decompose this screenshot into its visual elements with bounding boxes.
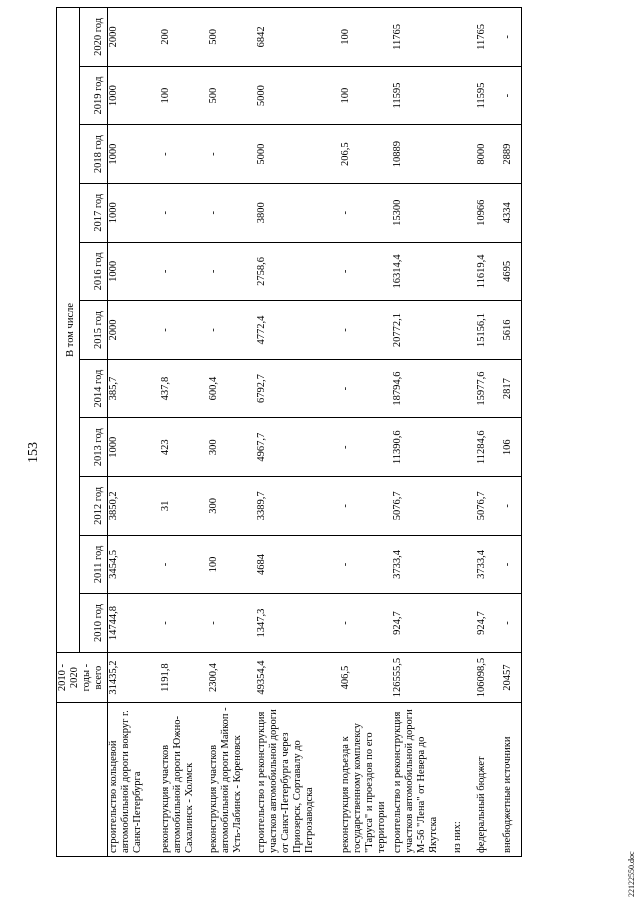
row-year-value: 300 xyxy=(208,418,256,477)
header-year: 2011 год xyxy=(79,535,107,594)
row-year-value: - xyxy=(208,183,256,242)
row-year-value: 1347,3 xyxy=(256,594,340,653)
row-year-value xyxy=(452,418,476,477)
row-year-value: - xyxy=(208,242,256,301)
row-name: из них: xyxy=(452,703,476,857)
row-name: реконструкция участков автомобильной дороги Майкоп - Усть-Лабинск - Кореновск xyxy=(208,703,256,857)
row-year-value: 10889 xyxy=(392,125,452,184)
header-year: 2016 год xyxy=(79,242,107,301)
row-year-value: 1000 xyxy=(108,66,160,125)
row-year-value xyxy=(452,242,476,301)
table-row xyxy=(160,8,208,857)
row-name: строительство кольцевой автомобильной дороги вокруг г. Санкт-Петербурга xyxy=(108,703,160,857)
row-year-value: 2000 xyxy=(108,301,160,360)
row-year-value: 2817 xyxy=(502,359,522,418)
row-year-value: 20772,1 xyxy=(392,301,452,360)
row-year-value: - xyxy=(340,183,392,242)
row-year-value: 3850,2 xyxy=(108,477,160,536)
row-year-value: 4772,4 xyxy=(256,301,340,360)
row-year-value xyxy=(452,359,476,418)
row-year-value: - xyxy=(340,477,392,536)
row-year-value: - xyxy=(208,125,256,184)
budget-table xyxy=(56,7,522,857)
table-row xyxy=(452,8,476,857)
header-year: 2014 год xyxy=(79,359,107,418)
footer-document-code: 22122550.doc xyxy=(627,851,636,897)
row-year-value: 437,8 xyxy=(160,359,208,418)
header-year: 2012 год xyxy=(79,477,107,536)
row-year-value: 11619,4 xyxy=(476,242,502,301)
row-year-value: 5000 xyxy=(256,66,340,125)
row-total: 126555,5 xyxy=(392,652,452,703)
table-row xyxy=(340,8,392,857)
row-year-value: 4967,7 xyxy=(256,418,340,477)
header-year: 2013 год xyxy=(79,418,107,477)
row-year-value xyxy=(452,535,476,594)
row-total: 106098,5 xyxy=(476,652,502,703)
row-year-value: 11595 xyxy=(392,66,452,125)
row-year-value: - xyxy=(340,301,392,360)
row-year-value: 423 xyxy=(160,418,208,477)
row-year-value: - xyxy=(340,418,392,477)
row-year-value: - xyxy=(502,477,522,536)
row-year-value: - xyxy=(340,359,392,418)
row-total: 1191,8 xyxy=(160,652,208,703)
row-year-value: 6842 xyxy=(256,8,340,67)
row-year-value: 924,7 xyxy=(476,594,502,653)
row-year-value: 11284,6 xyxy=(476,418,502,477)
row-year-value: 5000 xyxy=(256,125,340,184)
row-year-value: 3733,4 xyxy=(392,535,452,594)
row-year-value: - xyxy=(160,183,208,242)
row-year-value: - xyxy=(340,242,392,301)
row-year-value: 11765 xyxy=(392,8,452,67)
row-year-value: 500 xyxy=(208,8,256,67)
row-total xyxy=(452,652,476,703)
row-year-value: 11765 xyxy=(476,8,502,67)
row-total: 31435,2 xyxy=(108,652,160,703)
row-year-value: 3733,4 xyxy=(476,535,502,594)
row-year-value: 206,5 xyxy=(340,125,392,184)
row-year-value: 31 xyxy=(160,477,208,536)
row-year-value: 14744,8 xyxy=(108,594,160,653)
row-year-value: - xyxy=(208,301,256,360)
row-year-value xyxy=(452,8,476,67)
row-year-value: 1000 xyxy=(108,242,160,301)
row-year-value: 15156,1 xyxy=(476,301,502,360)
row-year-value: 4695 xyxy=(502,242,522,301)
row-year-value: 3389,7 xyxy=(256,477,340,536)
row-year-value: 6792,7 xyxy=(256,359,340,418)
row-year-value: - xyxy=(160,594,208,653)
header-year: 2017 год xyxy=(79,183,107,242)
row-year-value: 16314,4 xyxy=(392,242,452,301)
row-year-value xyxy=(452,183,476,242)
header-year: 2010 год xyxy=(79,594,107,653)
row-total: 406,5 xyxy=(340,652,392,703)
row-year-value xyxy=(452,66,476,125)
row-year-value: - xyxy=(160,242,208,301)
row-name: реконструкция подъезда к государственному комплексу "Таруса" и проездов по его территории xyxy=(340,703,392,857)
row-year-value xyxy=(452,477,476,536)
row-year-value: - xyxy=(502,66,522,125)
row-year-value: 1000 xyxy=(108,418,160,477)
row-year-value: 100 xyxy=(340,66,392,125)
row-year-value: 4334 xyxy=(502,183,522,242)
row-year-value: 15300 xyxy=(392,183,452,242)
table-row xyxy=(256,8,340,857)
row-total: 20457 xyxy=(502,652,522,703)
row-year-value: 100 xyxy=(160,66,208,125)
header-year: 2015 год xyxy=(79,301,107,360)
header-year: 2020 год xyxy=(79,8,107,67)
row-year-value: 100 xyxy=(340,8,392,67)
row-year-value: 5616 xyxy=(502,301,522,360)
table-row xyxy=(108,8,160,857)
row-year-value: 200 xyxy=(160,8,208,67)
row-name: реконструкция участков автомобильной дороги Южно-Сахалинск - Холмск xyxy=(160,703,208,857)
row-name: строительство и реконструкция участков автомобильной дороги от Санкт-Петербурга через Приозерск, Сортавалу до Петрозаводска xyxy=(256,703,340,857)
row-year-value: 5076,7 xyxy=(392,477,452,536)
row-year-value: 385,7 xyxy=(108,359,160,418)
row-year-value: - xyxy=(502,8,522,67)
page-number: 153 xyxy=(26,442,41,463)
row-year-value xyxy=(452,301,476,360)
header-year: 2018 год xyxy=(79,125,107,184)
row-total: 2300,4 xyxy=(208,652,256,703)
table-row xyxy=(502,8,522,857)
row-year-value: 5076,7 xyxy=(476,477,502,536)
row-year-value: 100 xyxy=(208,535,256,594)
row-year-value: 500 xyxy=(208,66,256,125)
row-year-value: 2000 xyxy=(108,8,160,67)
row-year-value xyxy=(452,594,476,653)
header-year: 2019 год xyxy=(79,66,107,125)
row-year-value: 8000 xyxy=(476,125,502,184)
header-in-that-number: В том числе xyxy=(57,8,80,653)
row-year-value: - xyxy=(502,594,522,653)
table-row xyxy=(476,8,502,857)
row-year-value: 1000 xyxy=(108,125,160,184)
row-year-value: 106 xyxy=(502,418,522,477)
row-year-value: 3454,5 xyxy=(108,535,160,594)
row-total: 49354,4 xyxy=(256,652,340,703)
row-year-value: - xyxy=(208,594,256,653)
row-year-value: - xyxy=(160,125,208,184)
header-total: 2010 - 2020 годы - всего xyxy=(57,652,108,703)
table-row xyxy=(392,8,452,857)
row-year-value: - xyxy=(160,535,208,594)
row-year-value: 300 xyxy=(208,477,256,536)
row-year-value: - xyxy=(502,535,522,594)
table-row xyxy=(208,8,256,857)
row-year-value: 10966 xyxy=(476,183,502,242)
row-name: внебюджетные источники xyxy=(502,703,522,857)
row-name: федеральный бюджет xyxy=(476,703,502,857)
row-year-value: 600,4 xyxy=(208,359,256,418)
row-year-value: 2889 xyxy=(502,125,522,184)
row-year-value: 15977,6 xyxy=(476,359,502,418)
row-year-value: 1000 xyxy=(108,183,160,242)
row-year-value xyxy=(452,125,476,184)
row-year-value: 11595 xyxy=(476,66,502,125)
row-year-value: - xyxy=(340,535,392,594)
header-name-cell xyxy=(57,703,108,857)
row-year-value: 18794,6 xyxy=(392,359,452,418)
row-year-value: 924,7 xyxy=(392,594,452,653)
row-year-value: 11390,6 xyxy=(392,418,452,477)
row-year-value: 4684 xyxy=(256,535,340,594)
row-name: строительство и реконструкция участков автомобильной дороги М-56 "Лена" от Невера до Якутска xyxy=(392,703,452,857)
row-year-value: 3800 xyxy=(256,183,340,242)
row-year-value: 2758,6 xyxy=(256,242,340,301)
row-year-value: - xyxy=(160,301,208,360)
row-year-value: - xyxy=(340,594,392,653)
